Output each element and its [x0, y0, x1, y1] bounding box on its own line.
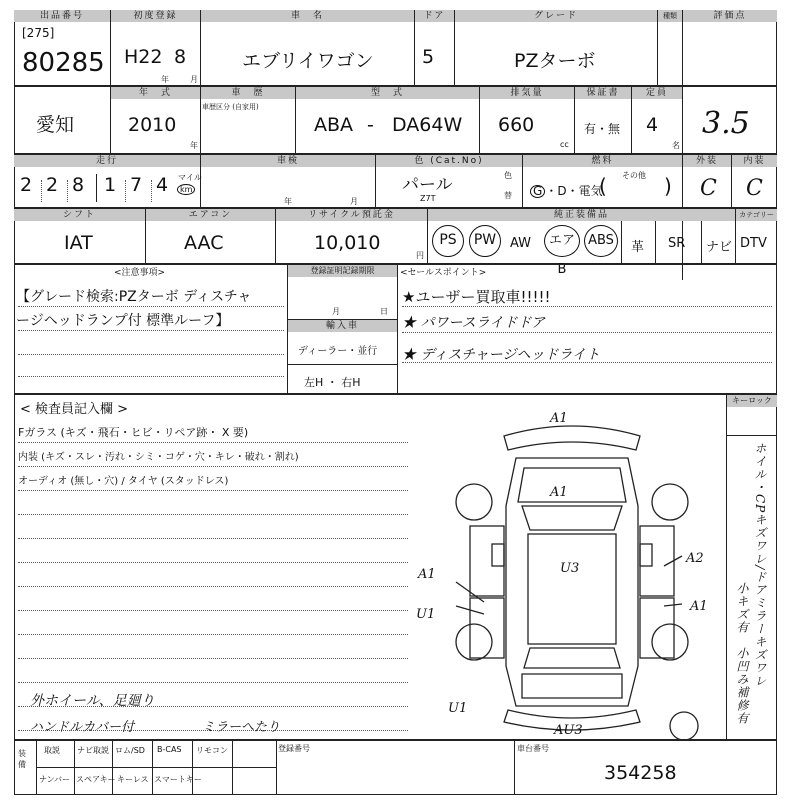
wheel-left-front [456, 484, 492, 520]
mark-right-rear: A1 [690, 599, 708, 614]
import-handle: 左H ・ 右H [304, 376, 361, 389]
inspector-label: < 検査員記入欄 > [20, 402, 129, 417]
color-code: Z7T [420, 194, 436, 203]
auction-sheet [14, 10, 777, 795]
score-label: 評価点 [683, 10, 777, 22]
mark-bonnet: A1 [550, 485, 568, 500]
notes-label: <注意事項> [114, 268, 166, 278]
type-dash: - [367, 114, 374, 136]
bottom-item: スペアキー [76, 775, 116, 784]
bottom-item: ナンバー [39, 775, 71, 784]
car-diagram [416, 406, 708, 738]
equip-aw: AW [510, 236, 532, 251]
capacity-label: 定員 [632, 87, 682, 99]
bottom-item: ナビ取説 [77, 746, 109, 755]
mileage-label: 走行 [14, 155, 200, 167]
body-outline [506, 458, 638, 706]
note-line: 【グレード検索:PZターボ ディスチャ [16, 289, 252, 305]
recycle-label: リサイクル預託金 [276, 209, 427, 221]
displacement-label: 排気量 [480, 87, 574, 99]
equip-pw-circled: PW [469, 225, 501, 257]
import-label: 輸入車 [288, 320, 397, 332]
import-dealer: ディーラー・並行 [298, 346, 378, 357]
rear-hatch-outline [522, 674, 622, 698]
first-reg-month-unit: 月 [190, 75, 198, 84]
region-value: 愛知 [36, 114, 75, 136]
capacity-value: 4 [646, 114, 659, 136]
type-prefix: ABA [314, 114, 354, 136]
exterior-grade: C [700, 176, 717, 201]
equip-leather: 革 [631, 240, 645, 255]
sales-point: ★ユーザー買取車!!!!! [402, 288, 551, 306]
inspection-label: 車検 [201, 155, 375, 167]
mark-rear: AU3 [554, 723, 583, 738]
aircon-value: AAC [184, 232, 224, 254]
bottom-left-label: 装備 [18, 749, 26, 769]
vehicle-number: 354258 [604, 762, 677, 784]
reg-label: 登録番号 [278, 744, 310, 753]
grade-value: PZターボ [514, 50, 596, 72]
left-front-door [470, 526, 504, 596]
inspection-month-unit: 月 [350, 197, 358, 206]
sales-label: <セールスポイント> [400, 268, 487, 278]
lot-prefix: [275] [22, 26, 55, 40]
first-reg-era: H22 [124, 46, 163, 68]
front-bumper-outline [504, 426, 640, 450]
doors-label: ドア [415, 10, 454, 22]
equip-navi: ナビ [706, 240, 733, 255]
lot-number: 80285 [22, 48, 105, 78]
interior-grade: C [746, 176, 763, 201]
grade-label: グレード [455, 10, 657, 22]
mileage-digit: 2 [20, 174, 33, 196]
wheel-right-rear [652, 624, 688, 660]
model-year-value: 2010 [128, 114, 177, 136]
shift-label: シフト [14, 209, 145, 221]
rear-window-outline [524, 648, 620, 668]
equip-sr: SR [668, 236, 686, 251]
fuel-paren-open: ( [599, 174, 607, 198]
mileage-unit-mile: マイル [178, 173, 202, 182]
handwritten-note: 外ホイール、足廻り [30, 693, 155, 709]
first-reg-label: 初度登録 [111, 10, 200, 22]
handwritten-note: ハンドルカバー付 [30, 720, 135, 735]
mark-roof: U3 [560, 561, 580, 576]
keyless-label: キーロック [727, 395, 777, 407]
history-sub: 車歴区分 (自家用) [202, 103, 259, 111]
first-reg-year-unit: 年 [161, 75, 169, 84]
inspector-line: オーディオ (無し・穴) / タイヤ (スタッドレス) [18, 476, 229, 487]
fuel-options: G ・D・電気 [530, 182, 603, 199]
class-label: 種類 [658, 10, 682, 22]
color-change-label: 替 [504, 191, 512, 200]
mileage-digit: 2 [46, 174, 59, 196]
mileage-digit: 8 [72, 174, 85, 196]
side-note: 小キズ有 小凹み補修有 [735, 582, 749, 725]
capacity-unit: 名 [672, 141, 680, 150]
bottom-item: B-CAS [157, 745, 182, 754]
side-note: ホイル・CPキズワレ/ドアミラーキズワレ [753, 442, 767, 688]
score-value: 3.5 [702, 106, 750, 141]
registration-day: 日 [380, 307, 388, 316]
fuel-gas-circled: G [530, 185, 545, 198]
car-name: エブリイワゴン [242, 50, 374, 72]
fuel-other: その他 [622, 171, 646, 180]
inspector-line: 内装 (キズ・スレ・汚れ・シミ・コゲ・穴・キレ・破れ・割れ) [18, 452, 299, 463]
color-label-small: 色 [504, 171, 512, 180]
note-line: ージヘッドランプ付 標準ルーフ】 [16, 313, 230, 329]
displacement-value: 660 [498, 114, 535, 136]
bottom-item: スマートキー [154, 775, 202, 784]
leader-line [664, 556, 682, 566]
type-code: DA64W [392, 114, 463, 136]
equip-airbag-circled: エアB [544, 225, 580, 257]
bottom-item: リモコン [196, 746, 228, 755]
right-front-door [640, 526, 674, 596]
history-label: 車 歴 [201, 87, 295, 99]
color-name: パール [402, 175, 453, 195]
leader-line [664, 604, 682, 606]
keeper-value: 有・無 [584, 122, 621, 136]
aircon-label: エアコン [146, 209, 275, 221]
mileage-digit: 1 [104, 174, 117, 196]
equip-abs-circled: ABS [584, 225, 618, 257]
vehicle-label: 車台番号 [517, 744, 549, 753]
equipment-label: 純正装備品 [428, 209, 735, 221]
right-mirror [640, 544, 652, 566]
bottom-item: ロム/SD [115, 746, 145, 755]
first-reg-month: 8 [174, 46, 187, 68]
bottom-item: キーレス [117, 775, 149, 784]
spare-wheel [670, 712, 698, 740]
mark-left-rear: U1 [416, 607, 436, 622]
mileage-unit-km: km [177, 184, 195, 195]
exterior-label: 外装 [683, 155, 731, 167]
right-rear-door [640, 598, 674, 658]
registration-label: 登録証明記録期限 [288, 265, 397, 277]
windshield-outline [522, 506, 622, 530]
model-year-unit: 年 [190, 141, 198, 150]
type-label: 型 式 [296, 87, 479, 99]
mark-right-front: A2 [686, 551, 704, 566]
fuel-electric: 電気 [578, 184, 603, 198]
handwritten-note: ミラーへたり [202, 720, 281, 735]
inspection-year-unit: 年 [284, 197, 292, 206]
doors-value: 5 [422, 46, 435, 68]
lot-label: 出品番号 [14, 10, 110, 22]
fuel-paren-close: ) [664, 174, 672, 198]
left-mirror [492, 544, 504, 566]
equip-dtv: DTV [740, 236, 767, 251]
fuel-diesel: D [557, 184, 567, 198]
car-name-label: 車 名 [201, 10, 414, 22]
mark-rear-left: U1 [448, 701, 468, 716]
mileage-digit: 7 [130, 174, 143, 196]
sales-point: ★ パワースライドドア [402, 315, 545, 331]
recycle-value: 10,010 [314, 232, 381, 254]
equip-ps-circled: PS [432, 225, 464, 257]
interior-label: 内装 [732, 155, 777, 167]
wheel-left-rear [456, 624, 492, 660]
registration-month: 月 [332, 307, 340, 316]
shift-value: IAT [64, 232, 93, 254]
model-year-label: 年 式 [111, 87, 200, 99]
fuel-label: 燃料 [523, 155, 682, 167]
category-label: カテゴリー [736, 209, 777, 221]
keeper-label: 保証書 [575, 87, 631, 99]
hood-outline [518, 468, 626, 502]
left-rear-door [470, 598, 504, 658]
color-label: 色 (Cat.No) [376, 155, 522, 167]
wheel-right-front [652, 484, 688, 520]
mileage-digit: 4 [156, 174, 169, 196]
bottom-item: 取説 [44, 746, 60, 755]
roof-outline [528, 534, 616, 644]
displacement-unit: cc [560, 140, 569, 149]
recycle-unit: 円 [416, 251, 424, 260]
mark-left-front: A1 [418, 567, 436, 582]
inspector-line: Fガラス (キズ・飛石・ヒビ・リペア跡・ X 要) [18, 426, 249, 439]
sales-point: ★ ディスチャージヘッドライト [402, 347, 600, 363]
mark-front: A1 [550, 411, 568, 426]
